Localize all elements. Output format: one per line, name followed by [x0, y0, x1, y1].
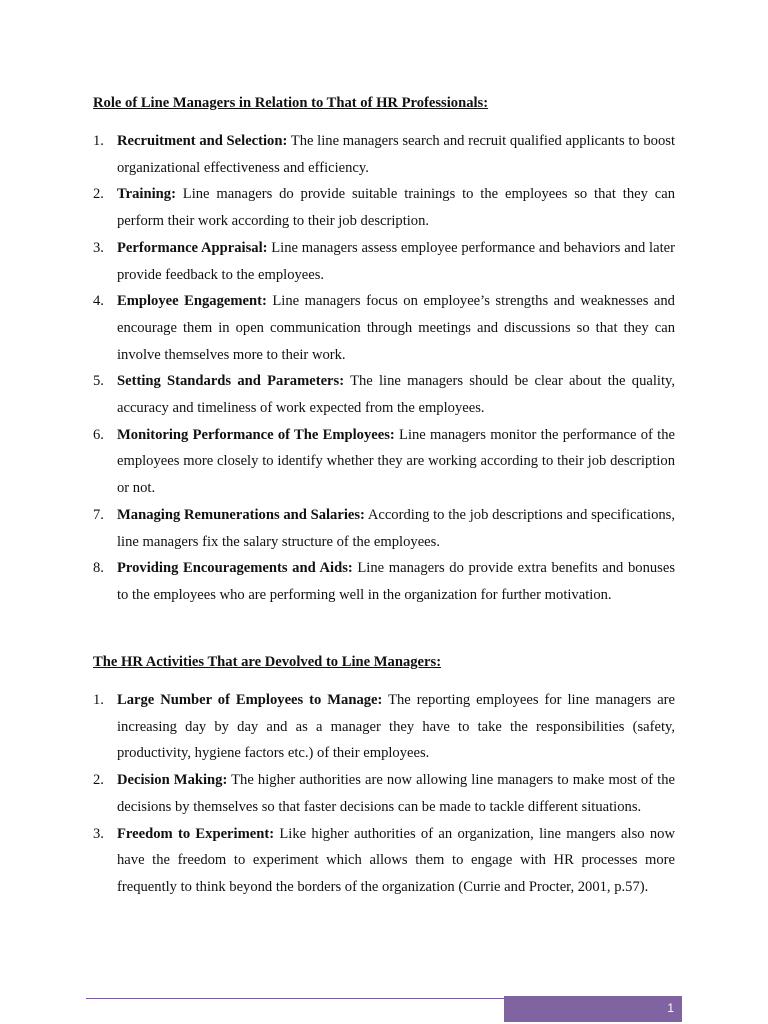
item-number: 1.: [93, 692, 104, 708]
item-text: Line managers monitor the performance of the employees more closely to identify whether they are working according to their job description or not.: [117, 426, 675, 497]
item-text: According to the job descriptions and specifications, line managers fix the salary structure of the employees.: [117, 506, 676, 550]
item-number: 8.: [93, 560, 104, 577]
item-number: 2.: [93, 772, 104, 789]
item-text: The higher authorities are now allowing line managers to make most of the decisions by themselves so that faster decisions can be made to tackle different situations.: [117, 772, 675, 815]
list-item: [93, 502, 675, 555]
item-number: 6.: [93, 426, 104, 443]
list-item: [93, 821, 675, 901]
item-term: Training:: [117, 186, 176, 203]
item-text: The line managers should be clear about the quality, accuracy and timeliness of work expected from the employees.: [117, 373, 676, 417]
item-text: The reporting employees for line managers are increasing day by day and as a manager they have to take the responsibilities (safety, productivity, hygiene factors etc.) of their employees.: [117, 692, 676, 762]
item-number: 2.: [93, 186, 104, 203]
item-term: Decision Making:: [117, 772, 228, 789]
item-term: Setting Standards and Parameters:: [117, 373, 345, 390]
item-number: 3.: [93, 825, 104, 842]
footer-divider: [86, 998, 504, 999]
list-item: [93, 555, 675, 608]
page-number: 1: [667, 1001, 674, 1015]
item-text: The line managers search and recruit qualified applicants to boost organizational effectiveness and efficiency.: [117, 133, 676, 176]
list-item: [93, 235, 675, 288]
item-term: Freedom to Experiment:: [117, 825, 275, 842]
item-text: Line managers focus on employee’s strengths and weaknesses and encourage them in open communication through meetings and discussions so that they can involve themselves more to their work.: [117, 293, 675, 363]
item-term: Recruitment and Selection:: [117, 133, 288, 149]
page-number-box: [504, 996, 682, 1022]
list-item: [93, 288, 675, 368]
item-text: Line managers do provide suitable trainings to the employees so that they can perform their work according to their job description.: [117, 186, 675, 230]
section-heading-devolved-activities: The HR Activities That are Devolved to Line Managers:: [93, 654, 442, 670]
section-heading-line-manager-roles: Role of Line Managers in Relation to That of HR Professionals:: [93, 95, 489, 111]
list-item: [93, 422, 675, 502]
list-item: [93, 181, 675, 234]
item-text: Line managers assess employee performance and behaviors and later provide feedback to the employees.: [117, 239, 675, 283]
item-number: 7.: [93, 506, 104, 523]
item-term: Employee Engagement:: [117, 293, 267, 310]
list-item: [93, 368, 675, 421]
item-term: Performance Appraisal:: [117, 239, 268, 256]
item-text: Line managers do provide extra benefits and bonuses to the employees who are performing well in the organization for further motivation.: [117, 560, 675, 603]
item-term: Managing Remunerations and Salaries:: [117, 506, 365, 523]
item-number: 1.: [93, 133, 104, 149]
item-term: Large Number of Employees to Manage:: [117, 692, 383, 708]
item-term: Providing Encouragements and Aids:: [117, 560, 353, 577]
item-number: 4.: [93, 293, 104, 310]
item-number: 3.: [93, 239, 104, 256]
list-item: [93, 767, 675, 820]
list-item: [93, 687, 675, 767]
line-manager-roles-list: [93, 128, 675, 609]
devolved-activities-list: [93, 687, 675, 901]
item-text: Like higher authorities of an organization, line mangers also now have the freedom to experiment which allows them to engage with HR processes more frequently to think beyond the borders of the organization (Currie and Procter, 2001, p.57).: [117, 825, 675, 895]
item-number: 5.: [93, 373, 104, 390]
item-term: Monitoring Performance of The Employees:: [117, 426, 395, 443]
list-item: [93, 128, 675, 181]
